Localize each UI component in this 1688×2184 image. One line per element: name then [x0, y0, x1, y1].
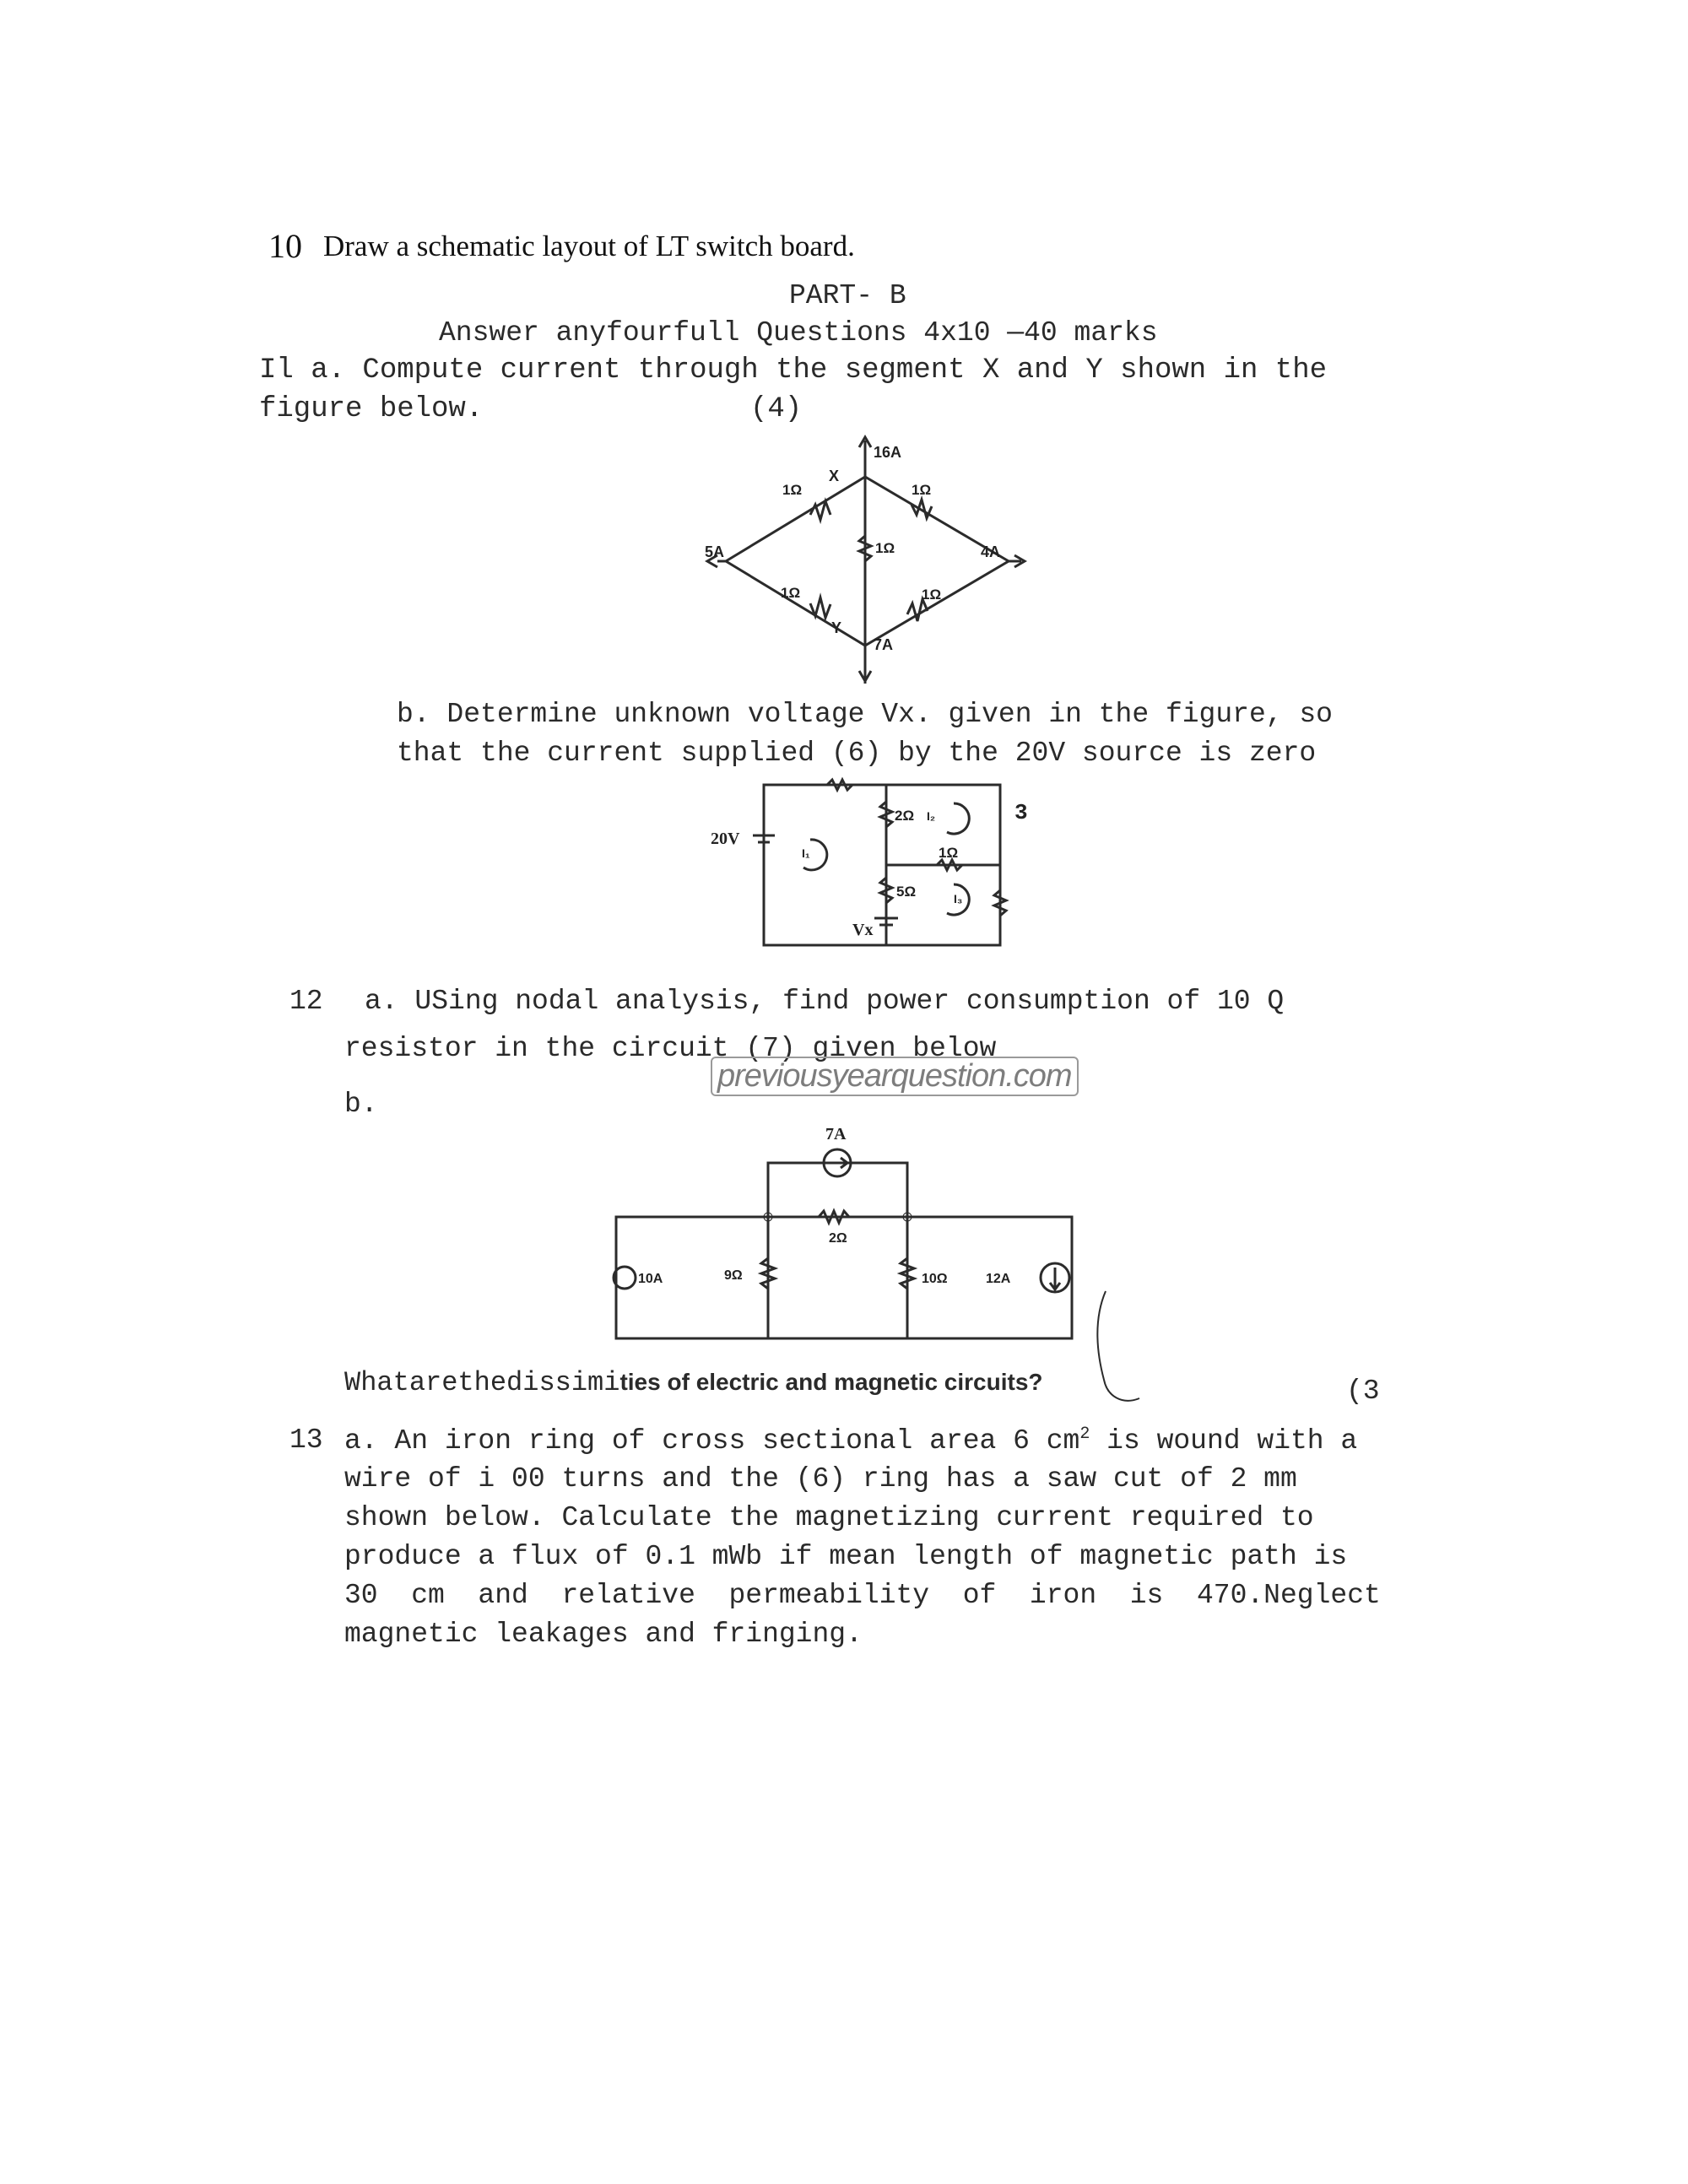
- label-1ohm: 1Ω: [939, 845, 959, 861]
- q11-a-line2: figure below.: [259, 393, 484, 425]
- label-y: Y: [831, 619, 842, 636]
- top-source-loop: [768, 1163, 907, 1217]
- q13-number: 13: [289, 1424, 323, 1456]
- q13-line1-post: is wound with a: [1090, 1425, 1358, 1457]
- q12-b-question: [344, 1367, 1043, 1398]
- label-7a: 7A: [874, 636, 894, 653]
- q13-line5: 30 cm and relative permeability of iron is 470.Neglect: [344, 1580, 1381, 1611]
- label-12a: 12A: [986, 1272, 1011, 1286]
- q13-line1-sup: 2: [1079, 1424, 1090, 1444]
- q12-a-line2: resistor in the circuit (7) given below: [344, 1033, 997, 1064]
- q12-number: 12: [289, 986, 323, 1017]
- label-r-middle: 1Ω: [875, 540, 895, 556]
- q10-text: Draw a schematic layout of LT switch board.: [323, 230, 855, 262]
- part-b-title: PART- B: [789, 280, 906, 311]
- q12-b-text-prefix: Whatarethedissimi: [344, 1367, 620, 1398]
- q11-b-line2: that the current supplied (6) by the 20V source is zero: [397, 738, 1317, 769]
- q13-line1: [344, 1424, 1357, 1457]
- q13-line3: shown below. Calculate the magnetizing current required to: [344, 1502, 1314, 1533]
- label-2ohm: 2Ω: [829, 1231, 847, 1246]
- label-20v: 20V: [711, 830, 740, 848]
- diamond-wires: [726, 477, 1009, 646]
- label-9ohm: 9Ω: [724, 1268, 743, 1283]
- label-4a: 4A: [981, 543, 1001, 560]
- q12-b-text-bold: ties of electric and magnetic circuits?: [619, 1369, 1043, 1395]
- q11-b-line1: b. Determine unknown voltage Vx. given in the figure, so: [397, 699, 1333, 730]
- label-i1: I₁: [802, 846, 810, 860]
- label-i2: I₂: [927, 809, 936, 823]
- label-r-top-right: 1Ω: [912, 482, 932, 498]
- label-7a: 7A: [825, 1125, 847, 1143]
- q12-b-label: b.: [344, 1089, 378, 1120]
- label-3: 3: [1014, 800, 1028, 825]
- label-x: X: [829, 468, 840, 484]
- label-2ohm: 2Ω: [895, 808, 915, 824]
- q11-a-marks: (4): [750, 393, 803, 425]
- q13-line6: magnetic leakages and fringing.: [344, 1619, 863, 1650]
- label-r-top-left: 1Ω: [782, 482, 803, 498]
- label-r-bottom-left: 1Ω: [781, 585, 801, 601]
- label-5a: 5A: [705, 543, 725, 560]
- label-5ohm: 5Ω: [896, 884, 917, 900]
- q11-a-line1: Il a. Compute current through the segment X and Y shown in the: [259, 354, 1328, 387]
- q13-line2: wire of i 00 turns and the (6) ring has a saw cut of 2 mm: [344, 1463, 1297, 1495]
- q13-line1-pre: a. An iron ring of cross sectional area 6 cm: [344, 1425, 1080, 1457]
- pen-scribble: [1089, 1287, 1156, 1422]
- label-r-bottom-right: 1Ω: [922, 587, 942, 603]
- label-vx: Vx: [852, 921, 874, 939]
- q12-b-marks: (3: [1346, 1376, 1380, 1407]
- figure-mesh-circuit: [709, 776, 1030, 954]
- label-10ohm: 10Ω: [922, 1272, 948, 1286]
- mesh-arrow-i2: [947, 803, 969, 834]
- part-b-instruction: Answer anyfourfull Questions 4x10 —40 marks: [439, 317, 1158, 349]
- figure-nodal-circuit: [608, 1127, 1080, 1347]
- figure-bridge-circuit: [701, 430, 1055, 684]
- q13-line4: produce a flux of 0.1 mWb if mean length of magnetic path is: [344, 1541, 1348, 1572]
- label-10a: 10A: [638, 1272, 663, 1286]
- q12-a-line1: a. USing nodal analysis, find power consumption of 10 Q: [365, 986, 1285, 1017]
- label-16a: 16A: [874, 444, 902, 461]
- label-i3: I₃: [954, 892, 963, 905]
- q10-number: 10: [268, 227, 302, 265]
- watermark: previousyearquestion.com: [711, 1057, 1079, 1096]
